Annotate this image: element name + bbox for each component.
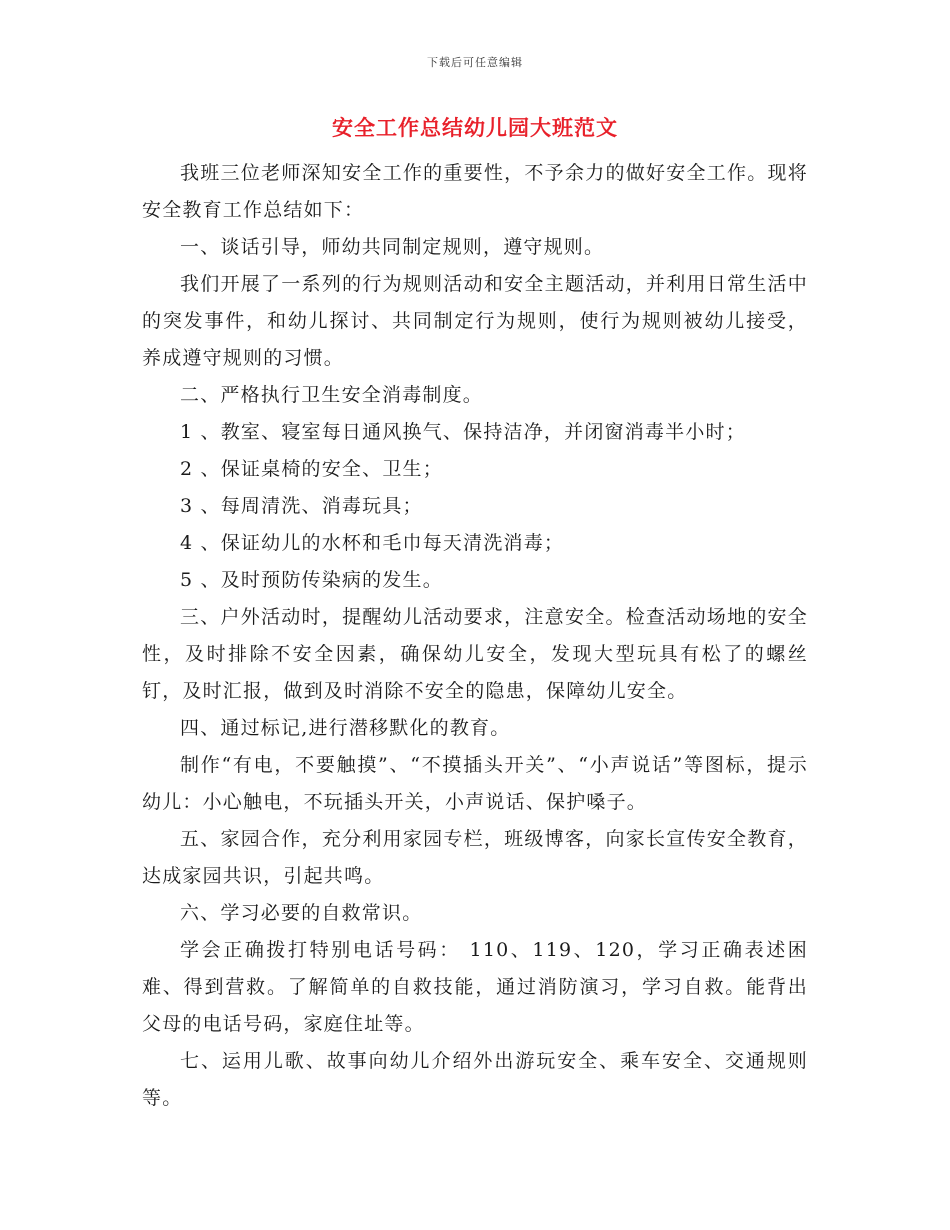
section-heading-7: 七、运用儿歌、故事向幼儿介绍外出游玩安全、乘车安全、交通规则等。 — [142, 1050, 808, 1109]
paragraph-signs: 制作“有电，不要触摸”、“不摸插头开关”、“小声说话”等图标，提示幼儿：小心触电，不玩插头开关，小声说话、保护嗓子。 — [142, 754, 808, 813]
section-heading-3: 三、户外活动时，提醒幼儿活动要求，注意安全。检查活动场地的安全性，及时排除不安全因素，确保幼儿安全，发现大型玩具有松了的螺丝钉，及时汇报，做到及时消除不安全的隐患，保障幼儿安全。 — [142, 606, 808, 702]
paragraph-self-rescue: 学会正确拨打特别电话号码： 110、119、120，学习正确表述困难、得到营救。了解简单的自救技能，通过消防演习，学习自救。能背出父母的电话号码，家庭住址等。 — [142, 939, 808, 1035]
section-heading-6: 六、学习必要的自救常识。 — [180, 902, 423, 924]
list-item-5: 5 、及时预防传染病的发生。 — [180, 569, 443, 591]
paragraph-intro: 我班三位老师深知安全工作的重要性，不予余力的做好安全工作。现将安全教育工作总结如下： — [142, 162, 808, 221]
paragraph-rules: 我们开展了一系列的行为规则活动和安全主题活动，并利用日常生活中的突发事件，和幼儿探讨、共同制定行为规则，使行为规则被幼儿接受，养成遵守规则的习惯。 — [142, 273, 808, 369]
list-item-4: 4 、保证幼儿的水杯和毛巾每天清洗消毒； — [180, 532, 565, 554]
document-body — [142, 155, 808, 1117]
document-title: 安全工作总结幼儿园大班范文 — [332, 116, 618, 140]
section-heading-2: 二、严格执行卫生安全消毒制度。 — [180, 384, 484, 406]
section-heading-5: 五、家园合作，充分利用家园专栏，班级博客，向家长宣传安全教育，达成家园共识，引起共鸣。 — [142, 828, 808, 887]
list-item-1: 1 、教室、寝室每日通风换气、保持洁净，并闭窗消毒半小时； — [180, 421, 746, 443]
list-item-2: 2 、保证桌椅的安全、卫生； — [180, 458, 443, 480]
list-item-3: 3 、每周清洗、消毒玩具； — [180, 495, 423, 517]
header-note: 下载后可任意编辑 — [427, 56, 523, 69]
section-heading-1: 一、谈话引导，师幼共同制定规则，遵守规则。 — [180, 236, 605, 258]
section-heading-4: 四、通过标记,进行潜移默化的教育。 — [180, 717, 511, 739]
